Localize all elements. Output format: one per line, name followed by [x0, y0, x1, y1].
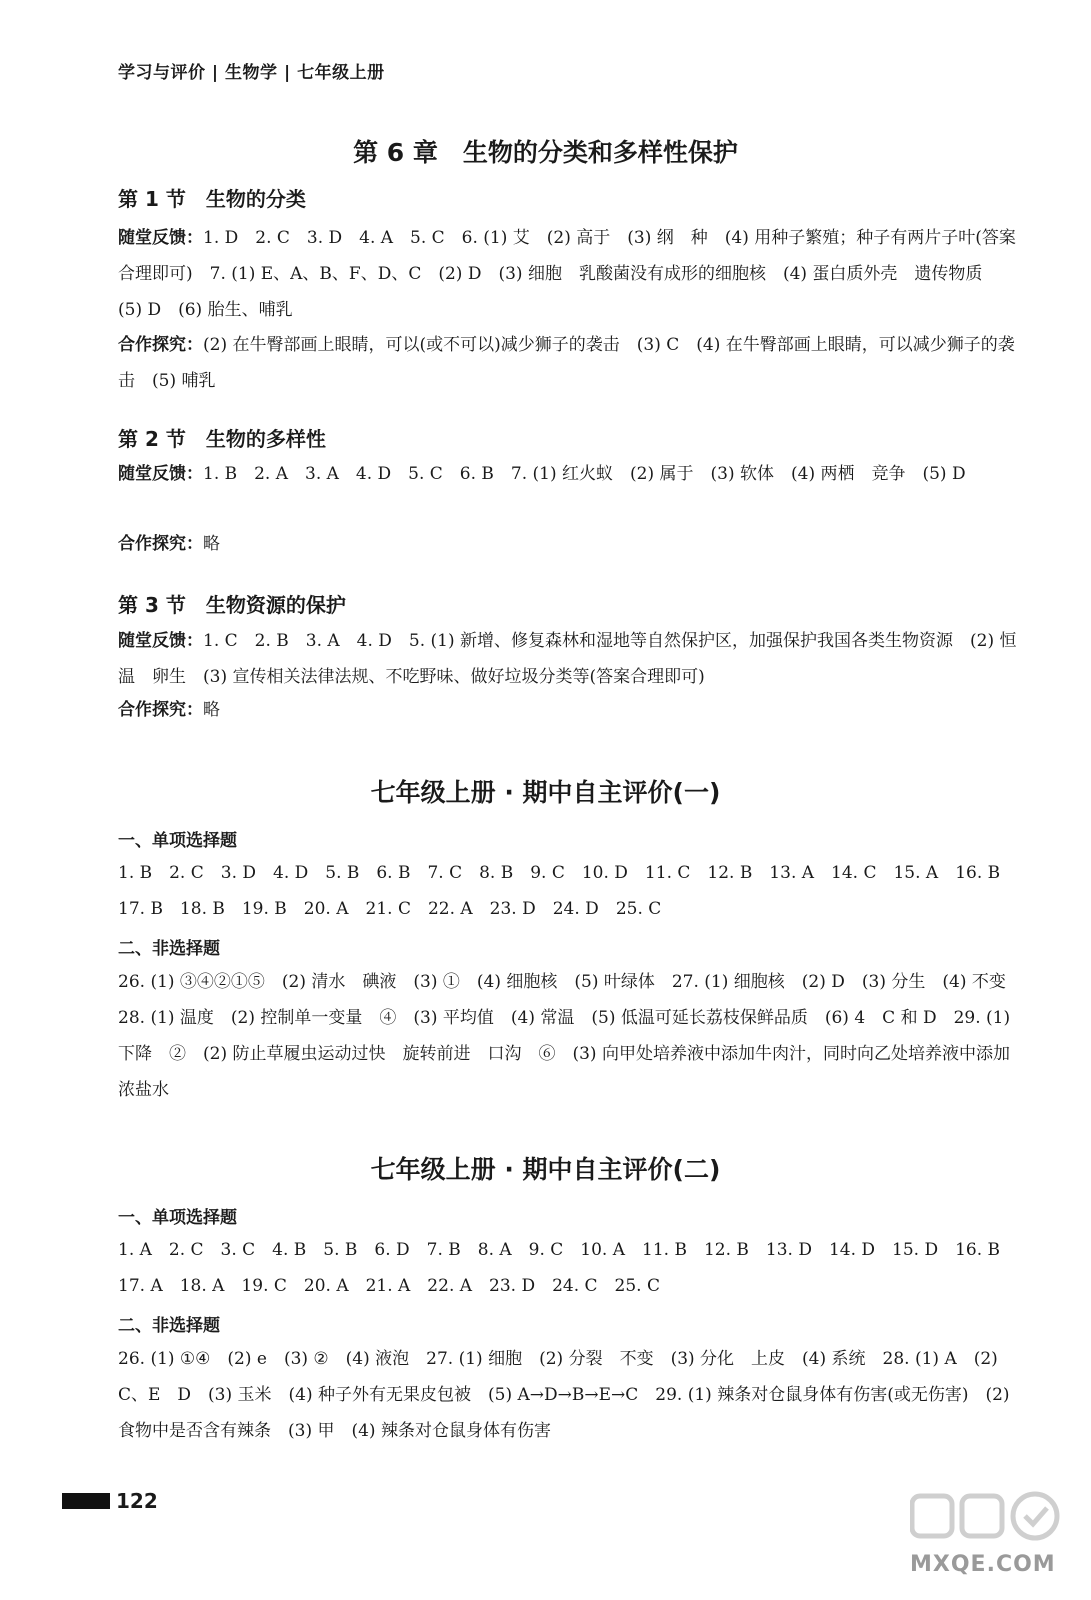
exam-2-nc-answers: 26. (1) ①④ (2) e (3) ② (4) 液泡 27. (1) 细胞 (2) 分裂 不变 (3) 分化 上皮 (4) 系统 28. (1) A (2) C、E D (3) 玉米 (4) 种子外有无果皮包被 (5) A→D→B→E→C 29. (1) 辣条对仓鼠身体有伤害(或无伤害) (2) 食物中是否含有辣条 (3) 甲 (4) 辣条对仓鼠身体有伤害	[118, 1349, 1010, 1441]
page-number-bar	[62, 1493, 110, 1509]
feedback-answers: 1. C 2. B 3. A 4. D 5. (1) 新增、修复森林和湿地等自然保护区，加强保护我国各类生物资源 (2) 恒温 卵生 (3) 宣传相关法律法规、不吃野味、做好垃圾分类等(答案合理即可)	[118, 631, 1017, 687]
section-1-heading: 第 1 节 生物的分类	[118, 187, 306, 211]
section-3-feedback	[118, 623, 1018, 695]
page-number: 122	[116, 1489, 158, 1513]
section-2-feedback	[118, 456, 1018, 492]
feedback-answers: 1. D 2. C 3. D 4. A 5. C 6. (1) 艾 (2) 高于 (3) 纲 种 (4) 用种子繁殖；种子有两片子叶(答案合理即可) 7. (1) E、A、B、F、D、C (2) D (3) 细胞 乳酸菌没有成形的细胞核 (4) 蛋白质外壳 遗传物质 (5) D (6) 胎生、哺乳	[118, 228, 1016, 320]
feedback-label: 随堂反馈：	[118, 631, 203, 651]
exam-2-mc-heading: 一、单项选择题	[118, 1208, 237, 1228]
exam-1-mc-heading: 一、单项选择题	[118, 831, 237, 851]
exam-1-mc-answers: 1. B 2. C 3. D 4. D 5. B 6. B 7. C 8. B 9. C 10. D 11. C 12. B 13. A 14. C 15. A 16. B 17. B 18. B 19. B 20. A 21. C 22. A 23. D 24. D 25. C	[118, 863, 1018, 919]
section-2-heading: 第 2 节 生物的多样性	[118, 427, 326, 451]
section-3-heading: 第 3 节 生物资源的保护	[118, 593, 346, 617]
explore-answers: 略	[203, 534, 220, 554]
feedback-answers: 1. B 2. A 3. A 4. D 5. C 6. B 7. (1) 红火蚁 (2) 属于 (3) 软体 (4) 两栖 竞争 (5) D	[203, 464, 966, 484]
section-3-explore	[118, 692, 1018, 728]
answer-stamp-icon	[910, 1488, 1060, 1543]
exam-1-nc-heading: 二、非选择题	[118, 939, 220, 959]
explore-label: 合作探究：	[118, 335, 203, 355]
chapter-title: 第 6 章 生物的分类和多样性保护	[353, 138, 738, 167]
exam-1-title: 七年级上册 · 期中自主评价(一)	[370, 778, 721, 807]
section-2-explore	[118, 526, 1018, 562]
watermark-text: MXQE.COM	[910, 1552, 1056, 1577]
exam-2-nc-heading: 二、非选择题	[118, 1316, 220, 1336]
feedback-label: 随堂反馈：	[118, 464, 203, 484]
section-1-feedback	[118, 220, 1018, 328]
exam-2-title: 七年级上册 · 期中自主评价(二)	[370, 1155, 721, 1184]
explore-label: 合作探究：	[118, 700, 203, 720]
section-1-explore	[118, 327, 1018, 399]
explore-answers: 略	[203, 700, 220, 720]
explore-answers: (2) 在牛臀部画上眼睛，可以(或不可以)减少狮子的袭击 (3) C (4) 在牛臀部画上眼睛，可以减少狮子的袭击 (5) 哺乳	[118, 335, 1015, 391]
feedback-label: 随堂反馈：	[118, 228, 203, 248]
running-header: 学习与评价 | 生物学 | 七年级上册	[118, 63, 385, 83]
exam-2-mc-answers: 1. A 2. C 3. C 4. B 5. B 6. D 7. B 8. A 9. C 10. A 11. B 12. B 13. D 14. D 15. D 16. B 17. A 18. A 19. C 20. A 21. A 22. A 23. D 24. C 25. C	[118, 1240, 1018, 1296]
explore-label: 合作探究：	[118, 534, 203, 554]
exam-1-nc-answers: 26. (1) ③④②①⑤ (2) 清水 碘液 (3) ① (4) 细胞核 (5) 叶绿体 27. (1) 细胞核 (2) D (3) 分生 (4) 不变 28. (1) 温度 (2) 控制单一变量 ④ (3) 平均值 (4) 常温 (5) 低温可延长荔枝保鲜品质 (6) 4 C 和 D 29. (1) 下降 ② (2) 防止草履虫运动过快 旋转前进 口沟 ⑥ (3) 向甲处培养液中添加牛肉汁，同时向乙处培养液中添加浓盐水	[118, 972, 1023, 1100]
